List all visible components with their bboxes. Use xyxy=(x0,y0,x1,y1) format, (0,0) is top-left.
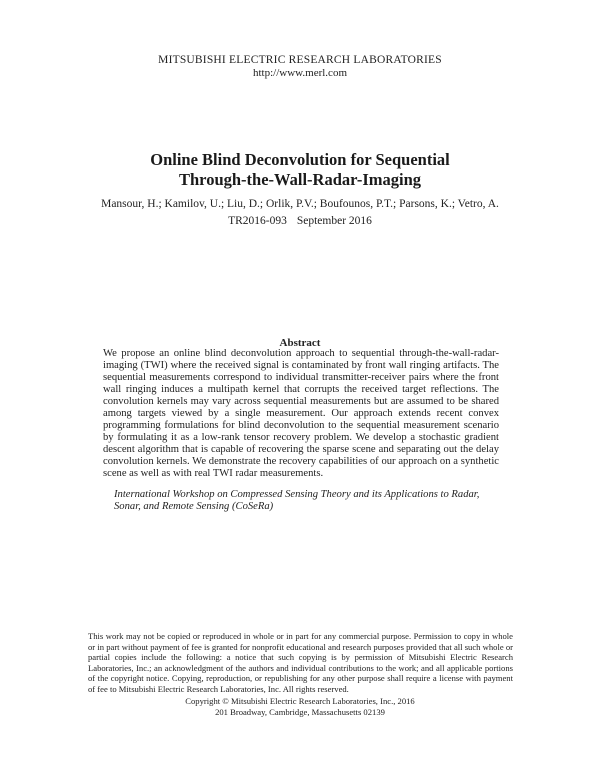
paper-title-line-2: Through-the-Wall-Radar-Imaging xyxy=(178,170,422,189)
paper-title-line-1: Online Blind Deconvolution for Sequential xyxy=(150,150,450,169)
report-date: September 2016 xyxy=(296,215,372,227)
copyright-line: Copyright © Mitsubishi Electric Research Laboratories, Inc., 2016 xyxy=(185,696,415,706)
abstract-text: We propose an online blind deconvolution approach to sequential through-the-wall-radar-imaging (TWI) where the received signal is contaminated by front wall ringing artifacts. The sequential measurements correspond to individual transmitter-receiver pairs where the front wall ringing induces a multipath kernel that corrupts the received target reflections. The convolution kernels may vary across sequential measurements but are assumed to be shared among targets viewed by a single measurement. Our approach extends recent convex programming formulations for blind deconvolution to the sequential measurement scenario by formulating it as a low-rank tensor recovery problem. We develop a stochastic gradient descent algorithm that is capable of recovering the sparse scene and separating out the delay convolution kernels. We demonstrate the recovery capabilities of our approach on a synthetic scene as well as with real TWI radar measurements. xyxy=(103,348,499,479)
venue-text: International Workshop on Compressed Sensing Theory and its Applications to Radar, Sonar, and Remote Sensing (CoSeRa) xyxy=(114,489,480,512)
author-list: Mansour, H.; Kamilov, U.; Liu, D.; Orlik, P.V.; Boufounos, P.T.; Parsons, K.; Vetro, A. xyxy=(101,198,499,210)
paper-title xyxy=(0,150,600,190)
lab-url: http://www.merl.com xyxy=(253,67,347,79)
report-number: TR2016-093 xyxy=(228,215,287,227)
lab-name: MITSUBISHI ELECTRIC RESEARCH LABORATORIES xyxy=(158,54,442,66)
address-line: 201 Broadway, Cambridge, Massachusetts 02139 xyxy=(215,706,385,717)
abstract-heading: Abstract xyxy=(279,337,321,349)
report-info xyxy=(0,214,600,228)
copyright-block xyxy=(0,696,600,717)
copyright-notice: This work may not be copied or reproduced in whole or in part for any commercial purpose. Permission to copy in whole or in part without payment of fee is granted for nonprofit educational and research purposes provided that all such whole or partial copies include the following: a notice that such copying is by permission of Mitsubishi Electric Research Laboratories, Inc.; an acknowledgment of the authors and individual contributions to the work; and all applicable portions of the copyright notice. Copying, reproduction, or republishing for any other purpose shall require a license with payment of fee to Mitsubishi Electric Research Laboratories, Inc. All rights reserved. xyxy=(88,631,513,694)
